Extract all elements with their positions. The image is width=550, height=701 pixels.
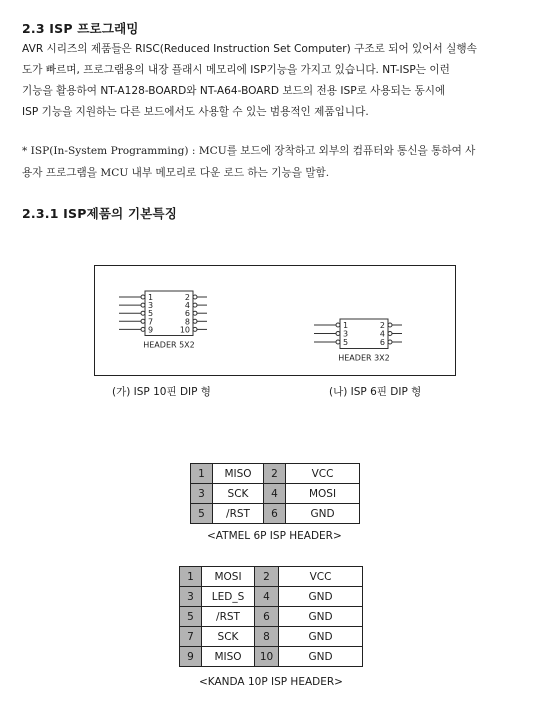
pin-number-cell: 10 <box>255 647 279 667</box>
pin-circle <box>141 303 145 307</box>
pin-signal-cell: GND <box>279 587 363 607</box>
pin-number-cell: 6 <box>255 607 279 627</box>
table-row <box>180 607 363 627</box>
pin-circle <box>141 319 145 323</box>
pin-circle <box>336 323 340 327</box>
section-heading <box>22 19 139 37</box>
header-10pin-symbol <box>119 291 207 350</box>
pin-signal-cell: /RST <box>202 607 255 627</box>
pin-circle <box>336 332 340 336</box>
pin-label: 5 <box>343 338 349 347</box>
pin-signal-cell: MOSI <box>202 567 255 587</box>
pin-signal-cell: GND <box>279 647 363 667</box>
subsection-title: 제품의 기본특징 <box>86 206 178 221</box>
table-row <box>180 627 363 647</box>
pin-circle <box>193 295 197 299</box>
pin-signal-cell: LED_S <box>202 587 255 607</box>
header-6pin-symbol <box>314 319 402 363</box>
pin-number-cell: 6 <box>264 504 286 524</box>
pin-circle <box>193 311 197 315</box>
pin-number-cell: 1 <box>180 567 202 587</box>
pin-circle <box>141 327 145 331</box>
header-label: HEADER 5X2 <box>143 340 195 350</box>
isp-note <box>22 140 532 184</box>
table-row <box>191 464 360 484</box>
table-row <box>180 567 363 587</box>
pin-signal-cell: MOSI <box>286 484 360 504</box>
kanda-table-caption: <KANDA 10P ISP HEADER> <box>199 676 343 688</box>
pin-label: 4 <box>184 301 190 311</box>
pin-number-cell: 1 <box>191 464 213 484</box>
pin-label: 3 <box>343 329 349 339</box>
note-line: 용자 프로그램을 MCU 내부 메모리로 다운 로드 하는 기능을 말함. <box>22 167 330 179</box>
pin-circle <box>388 323 392 327</box>
figure-caption-b: (나) ISP 6핀 DIP 형 <box>329 386 422 398</box>
pin-circle <box>193 327 197 331</box>
pin-label: 2 <box>184 293 190 302</box>
pin-circle <box>388 340 392 344</box>
table-row <box>180 647 363 667</box>
paragraph-line: 도가 빠르며, 프로그램용의 내장 플래시 메모리에 ISP기능을 가지고 있습니다. NT-ISP는 이런 <box>22 64 450 76</box>
pin-signal-cell: GND <box>279 627 363 647</box>
pin-number-cell: 5 <box>191 504 213 524</box>
header-label: HEADER 3X2 <box>338 353 390 363</box>
pin-label: 3 <box>148 301 154 311</box>
intro-paragraph <box>22 39 532 123</box>
pin-number-cell: 9 <box>180 647 202 667</box>
pin-label: 9 <box>148 325 154 335</box>
paragraph-line: AVR 시리즈의 제품들은 RISC(Reduced Instruction Set Computer) 구조로 되어 있어서 실행속 <box>22 43 477 55</box>
pin-label: 1 <box>343 321 349 330</box>
table-row <box>180 587 363 607</box>
pin-number-cell: 7 <box>180 627 202 647</box>
pin-circle <box>193 303 197 307</box>
pin-number-cell: 2 <box>255 567 279 587</box>
pin-label: 2 <box>379 321 385 330</box>
subsection-heading <box>22 204 177 222</box>
pin-signal-cell: SCK <box>213 484 264 504</box>
pin-label: 6 <box>184 309 190 319</box>
pin-number-cell: 3 <box>191 484 213 504</box>
pin-label: 10 <box>179 325 190 335</box>
pin-number-cell: 3 <box>180 587 202 607</box>
pin-signal-cell: SCK <box>202 627 255 647</box>
pin-label: 8 <box>184 317 190 327</box>
pin-label: 5 <box>148 309 154 319</box>
note-line: * ISP(In-System Programming) : MCU를 보드에 장착하고 외부의 컴퓨터와 통신을 통하여 사 <box>22 145 476 157</box>
pin-number-cell: 5 <box>180 607 202 627</box>
pin-number-cell: 4 <box>255 587 279 607</box>
table-row <box>191 484 360 504</box>
kanda-pin-table <box>179 566 363 667</box>
pin-number-cell: 4 <box>264 484 286 504</box>
atmel-table-caption: <ATMEL 6P ISP HEADER> <box>207 530 342 542</box>
pin-label: 1 <box>148 293 154 302</box>
subsection-number: 2.3.1 ISP <box>22 206 87 221</box>
header-pinout-diagram <box>95 266 455 375</box>
pin-label: 4 <box>379 329 385 339</box>
pin-signal-cell: MISO <box>202 647 255 667</box>
pin-signal-cell: /RST <box>213 504 264 524</box>
section-number: 2.3 ISP <box>22 21 73 36</box>
pin-label: 6 <box>379 338 385 347</box>
atmel-pin-table <box>190 463 360 524</box>
pin-circle <box>141 295 145 299</box>
pin-signal-cell: VCC <box>279 567 363 587</box>
header-pinout-figure <box>94 265 456 376</box>
pin-signal-cell: VCC <box>286 464 360 484</box>
paragraph-line: 기능을 활용하여 NT-A128-BOARD와 NT-A64-BOARD 보드의 전용 ISP로 사용되는 동시에 <box>22 85 446 97</box>
pin-signal-cell: GND <box>286 504 360 524</box>
pin-number-cell: 2 <box>264 464 286 484</box>
section-title: 프로그래밍 <box>77 21 139 36</box>
figure-caption-a: (가) ISP 10핀 DIP 형 <box>112 386 211 398</box>
pin-circle <box>336 340 340 344</box>
pin-number-cell: 8 <box>255 627 279 647</box>
pin-circle <box>141 311 145 315</box>
pin-label: 7 <box>148 317 154 327</box>
pin-signal-cell: MISO <box>213 464 264 484</box>
pin-signal-cell: GND <box>279 607 363 627</box>
table-row <box>191 504 360 524</box>
paragraph-line: ISP 기능을 지원하는 다른 보드에서도 사용할 수 있는 범용적인 제품입니다. <box>22 106 369 118</box>
pin-circle <box>193 319 197 323</box>
pin-circle <box>388 332 392 336</box>
